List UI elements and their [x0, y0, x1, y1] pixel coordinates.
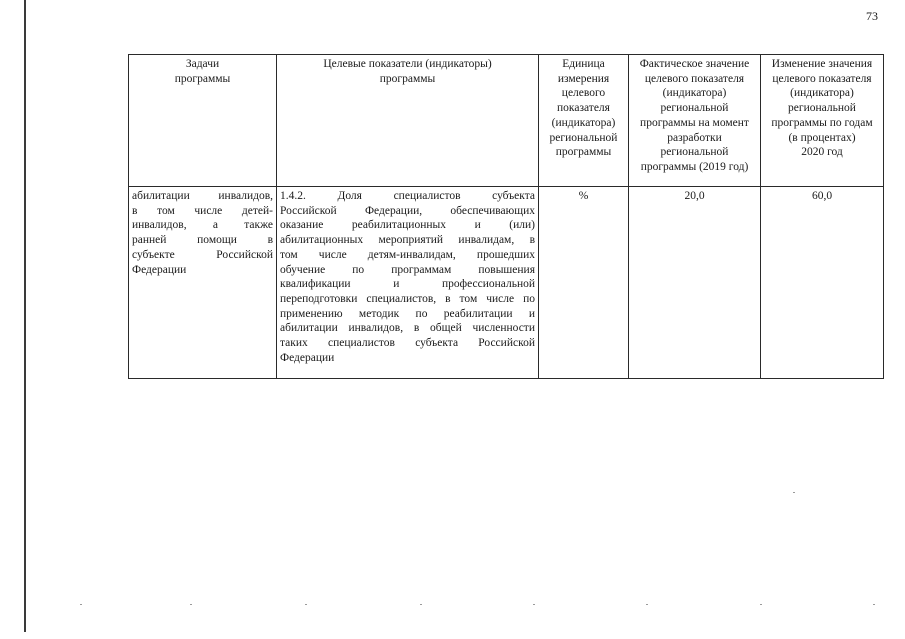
page-number: 73 — [866, 9, 878, 23]
scan-artifact — [533, 604, 535, 605]
scan-artifact — [873, 604, 875, 605]
scan-artifact — [80, 604, 82, 605]
header-value-change: Изменение значения целевого показателя (индикатора) региональной программы по годам (в процентах) 2020 год — [761, 55, 884, 187]
cell-unit: % — [539, 187, 629, 379]
scan-artifact — [793, 492, 795, 493]
scan-artifact — [646, 604, 648, 605]
header-indicators: Целевые показатели (индикаторы) программы — [277, 55, 539, 187]
header-actual-value: Фактическое значение целевого показателя (индикатора) региональной программы на момент разработки региональной программы (2019 год) — [629, 55, 761, 187]
scan-artifact — [190, 604, 192, 605]
indicators-table — [128, 54, 884, 379]
cell-task: абилитации инвалидов, в том числе детей- инвалидов, а также ранней помощи в субъекте Российской Федерации — [129, 187, 277, 379]
table-header-row — [129, 55, 884, 187]
scan-artifact — [760, 604, 762, 605]
table-row — [129, 187, 884, 379]
scan-artifact — [305, 604, 307, 605]
cell-indicator: 1.4.2. Доля специалистов субъекта Российской Федерации, обеспечивающих оказание реабилитационных и (или) абилитационных мероприятий инвалидам, в том числе детям-инвалидам, прошедших обучение по программам повышения квалификации и профессиональной переподготовки специалистов, в том числе по применению методик по реабилитации и абилитации инвалидов, в общей численности таких специалистов субъекта Российской Федерации — [277, 187, 539, 379]
scan-artifact — [420, 604, 422, 605]
cell-change-2020: 60,0 — [761, 187, 884, 379]
header-unit: Единица измерения целевого показателя (индикатора) региональной программы — [539, 55, 629, 187]
cell-actual-2019: 20,0 — [629, 187, 761, 379]
header-tasks: Задачи программы — [129, 55, 277, 187]
scan-margin-line — [24, 0, 26, 632]
